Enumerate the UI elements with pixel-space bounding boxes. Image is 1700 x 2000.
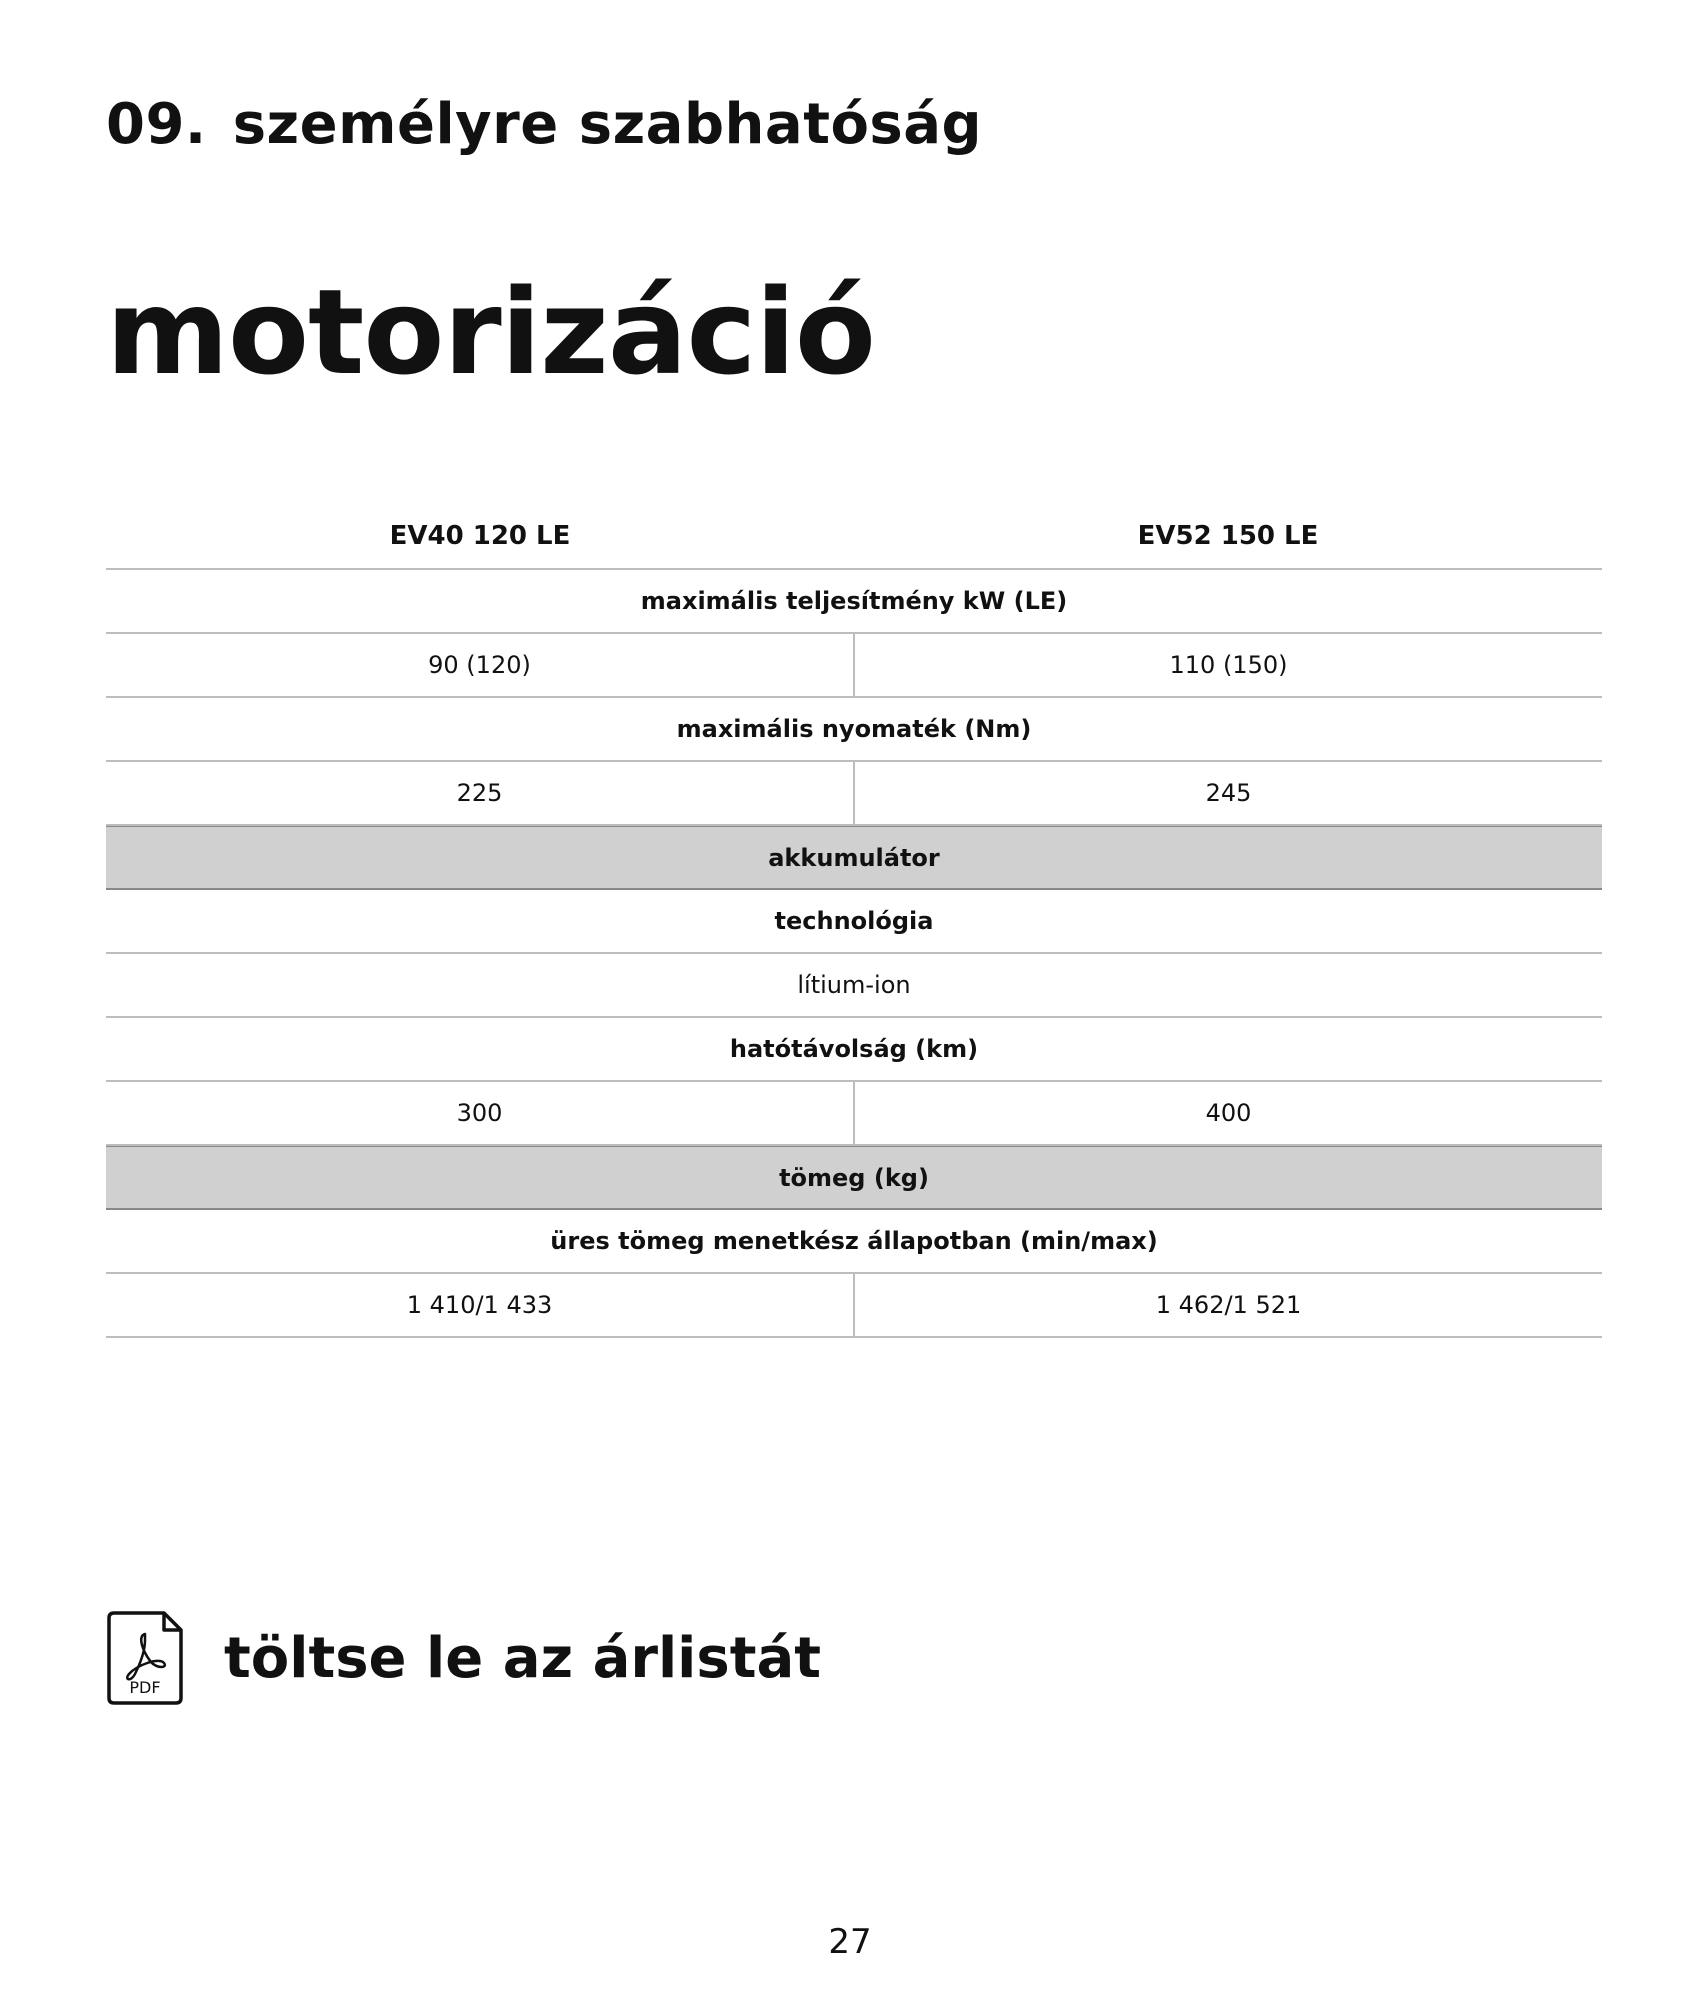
row-values-max-torque: [106, 762, 1602, 826]
section-name: személyre szabhatóság: [232, 92, 983, 157]
section-number: 09.: [106, 92, 207, 157]
cell-ev40-empty-weight: 1 410/1 433: [106, 1274, 855, 1336]
section-row-battery: akkumulátor: [106, 826, 1602, 890]
section-row-weight: tömeg (kg): [106, 1146, 1602, 1210]
row-label-max-torque: maximális nyomaték (Nm): [106, 698, 1602, 762]
cell-ev52-max-torque: 245: [1205, 779, 1252, 807]
download-price-list-label[interactable]: töltse le az árlistát: [224, 1625, 822, 1691]
section-title: [106, 92, 982, 157]
cell-ev40-range: 300: [106, 1082, 855, 1144]
page-title: motorizáció: [106, 263, 875, 401]
column-header-ev40: EV40 120 LE: [389, 521, 571, 551]
motorization-spec-table: [106, 504, 1602, 1338]
cell-ev40-max-power: 90 (120): [106, 634, 855, 696]
row-value-technology: lítium-ion: [106, 954, 1602, 1018]
cell-ev52-range: 400: [1205, 1099, 1252, 1127]
cell-ev52-max-power: 110 (150): [1169, 651, 1288, 679]
cell-ev52-empty-weight: 1 462/1 521: [1155, 1291, 1302, 1319]
pdf-icon-label: PDF: [129, 1678, 161, 1697]
row-label-range: hatótávolság (km): [106, 1018, 1602, 1082]
row-label-max-power: maximális teljesítmény kW (LE): [106, 570, 1602, 634]
row-values-range: [106, 1082, 1602, 1146]
download-price-list-link[interactable]: [106, 1610, 821, 1706]
row-label-technology: technológia: [106, 890, 1602, 954]
pdf-icon[interactable]: [106, 1610, 184, 1706]
cell-ev40-max-torque: 225: [106, 762, 855, 824]
column-header-ev52: EV52 150 LE: [1137, 521, 1319, 551]
row-values-max-power: [106, 634, 1602, 698]
table-column-headers: [106, 504, 1602, 570]
page-number: 27: [828, 1922, 872, 1962]
row-values-empty-weight: [106, 1274, 1602, 1338]
row-label-empty-weight: üres tömeg menetkész állapotban (min/max): [106, 1210, 1602, 1274]
